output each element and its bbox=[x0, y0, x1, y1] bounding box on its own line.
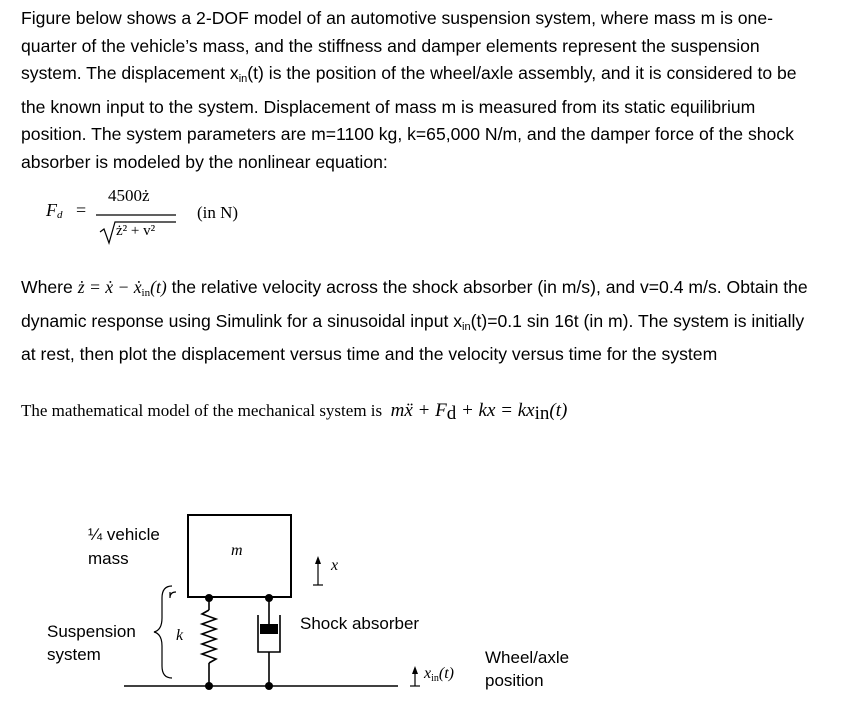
model-sub-in: in bbox=[534, 403, 550, 424]
suspension-brace bbox=[154, 586, 172, 678]
xin-arrow-head bbox=[412, 666, 418, 674]
wheel-axle-label: Wheel/axle bbox=[485, 648, 570, 667]
displacement-symbol: x bbox=[331, 557, 339, 574]
input-symbol bbox=[424, 665, 454, 684]
spring-top-pivot bbox=[205, 594, 213, 602]
damper-force-symbol: F bbox=[46, 200, 57, 220]
equation-units: (in N) bbox=[197, 203, 239, 222]
wheel-axle-label-2: position bbox=[485, 671, 544, 690]
suspension-label: Suspension bbox=[47, 622, 136, 641]
x-arrow-head bbox=[315, 556, 321, 564]
where-prefix: Where bbox=[21, 277, 78, 297]
model-eq-mid: + kx = kx bbox=[456, 400, 535, 421]
intro-text-cont: (t) is the position of the wheel/axle assembly, and it is considered to be the known input to the system. Displacement of mass m is measured from its static equilibrium position. The system parameters are m=1100 kg, k=65,000 N/m, and the damper force of the shock absorber is modeled by the nonlinear equation: bbox=[21, 63, 797, 172]
spring-symbol: k bbox=[176, 627, 184, 644]
damper-force-subscript: d bbox=[57, 209, 63, 221]
model-prefix: The mathematical model of the mechanical system is bbox=[21, 401, 383, 420]
model-eq: mẍ + F bbox=[390, 400, 447, 421]
where-text: the relative velocity across the shock absorber (in m/s), and v=0.4 m/s. Obtain the dynamic response using Simulink for a sinusoidal input x bbox=[21, 277, 808, 331]
damper-piston bbox=[260, 624, 278, 634]
where-equation-end: (t) bbox=[150, 277, 167, 297]
mass-caption-2: mass bbox=[88, 549, 129, 568]
input-symbol-end: (t) bbox=[438, 665, 454, 682]
mass-symbol: m bbox=[231, 542, 243, 559]
where-subscript: in bbox=[141, 287, 151, 299]
equation-numerator: 4500ż bbox=[108, 186, 150, 205]
where-text-2: (t)=0.1 sin 16t (in m). The system is initially at rest, then plot the displacement versus time and the velocity versus time for the system bbox=[21, 310, 805, 365]
spring-coil bbox=[202, 610, 216, 663]
equals-sign: = bbox=[76, 200, 87, 220]
where-subscript-2: in bbox=[462, 320, 471, 333]
model-sub-d: d bbox=[446, 403, 457, 424]
shock-absorber-label: Shock absorber bbox=[300, 614, 420, 633]
mass-bracket bbox=[170, 592, 176, 598]
intro-subscript: in bbox=[238, 73, 248, 86]
equation-denominator: ż² + v² bbox=[116, 223, 156, 239]
where-equation: ż = ẋ − ẋ bbox=[77, 277, 142, 297]
model-eq-end: (t) bbox=[549, 400, 568, 421]
mass-caption: ¼ vehicle bbox=[88, 525, 160, 544]
suspension-label-2: system bbox=[47, 645, 101, 664]
damper-top-pivot bbox=[265, 594, 273, 602]
input-symbol-sub: in bbox=[431, 673, 439, 684]
input-symbol-x: x bbox=[424, 665, 432, 682]
intro-text: Figure below shows a 2-DOF model of an automotive suspension system, where mass m is one-quarter of the vehicle’s mass, and the stiffness and damper elements represent the suspension system. The displacement x bbox=[21, 8, 773, 84]
